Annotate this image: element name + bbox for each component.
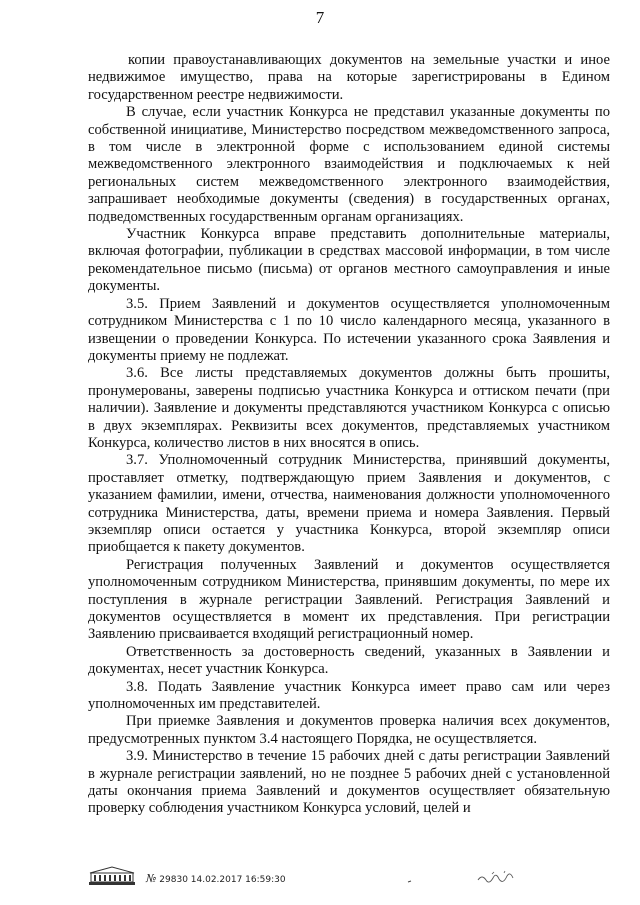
paragraph-3-5: 3.5. Прием Заявлений и документов осуществляется уполномоченным сотрудником Министерства с 1 по 10 число календарного месяца, указанного в извещении о проведении Конкурса. По истечении указанного срока Заявления и документы приему не подлежат. [88,295,610,364]
paragraph-responsibility: Ответственность за достоверность сведений, указанных в Заявлении и документах, несет участник Конкурса. [88,643,610,678]
page-footer [88,866,610,890]
paragraph-continuation: копии правоустанавливающих документов на земельные участки и иное недвижимое имущество, права на которые зарегистрированы в Едином государственном реестре недвижимости. [88,52,610,103]
page-number: 7 [315,8,325,27]
building-emblem-icon [88,866,136,886]
handwritten-mark-icon [406,868,536,890]
paragraph-3-8: 3.8. Подать Заявление участник Конкурса имеет право сам или через уполномоченных им представителей. [88,678,610,713]
document-body [88,52,610,818]
paragraph-3-6: 3.6. Все листы представляемых документов должны быть прошиты, пронумерованы, заверены подписью участника Конкурса и оттиском печати (при наличии). Заявление и документы представляются участником Конкурса с описью в двух экземплярах. Реквизиты всех документов, представляемых участником Конкурса, количество листов в них вносятся в опись. [88,365,610,451]
paragraph-3-9: 3.9. Министерство в течение 15 рабочих дней с даты регистрации Заявлений в журнале регистрации заявлений, но не позднее 5 рабочих дней с установленной даты окончания приема Заявлений и документов осуществляет обязательную проверку соблюдения участником Конкурса условий, целей и [88,748,610,817]
registration-stamp [146,872,286,885]
paragraph-additional-materials: Участник Конкурса вправе представить дополнительные материалы, включая фотографии, публикации в средствах массовой информации, в том числе рекомендательное письмо (письма) от органов местного самоуправления и иные документы. [88,226,610,295]
paragraph-3-7: 3.7. Уполномоченный сотрудник Министерства, принявший документы, проставляет отметку, подтверждающую прием Заявления и документов, с указанием фамилии, имени, отчества, наименования должности уполномоченного сотрудника Министерства, даты, времени приема и номера Заявления. Первый экземпляр описи остается у участника Конкурса, второй экземпляр описи приобщается к пакету документов. [88,452,610,556]
registration-stamp-text: 29830 14.02.2017 16:59:30 [159,875,286,885]
paragraph-interagency-request: В случае, если участник Конкурса не представил указанные документы по собственной инициативе, Министерство посредством межведомственного запроса, в том числе в электронной форме с использованием единой системы межведомственного электронного взаимодействия и подключаемых к ней региональных систем межведомственного электронного взаимодействия, запрашивает необходимые документы (сведения) в государственных органах, подведомственных государственным органам организациях. [88,104,610,225]
paragraph-acceptance-check: При приемке Заявления и документов проверка наличия всех документов, предусмотренных пунктом 3.4 настоящего Порядка, не осуществляется. [88,713,610,747]
paragraph-registration: Регистрация полученных Заявлений и документов осуществляется уполномоченным сотрудником Министерства, принявшим документы, по мере их поступления в журнале регистрации Заявлений. Регистрация Заявлений и документов осуществляется в момент их представления. При регистрации Заявлению присваивается входящий регистрационный номер. [88,556,610,643]
number-sign: № [146,872,157,885]
